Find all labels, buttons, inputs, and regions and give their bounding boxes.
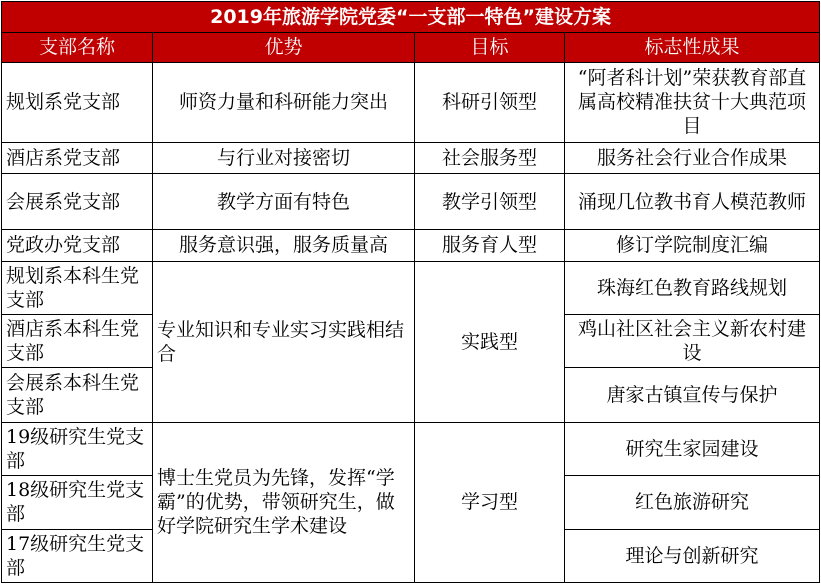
table-row xyxy=(2,142,820,174)
achievement-cell: “阿者科计划”荣获教育部直属高校精准扶贫十大典范项目 xyxy=(565,62,820,142)
goal-cell: 社会服务型 xyxy=(415,142,565,174)
advantage-cell: 与行业对接密切 xyxy=(153,142,415,174)
construction-plan-table xyxy=(1,1,820,583)
branch-name: 18级研究生党支部 xyxy=(2,476,153,529)
header-row xyxy=(2,32,820,62)
table-row xyxy=(2,229,820,261)
title-row xyxy=(2,2,820,33)
branch-name: 酒店系党支部 xyxy=(2,142,153,174)
branch-name: 19级研究生党支部 xyxy=(2,422,153,475)
table-row xyxy=(2,422,820,475)
advantage-cell: 教学方面有特色 xyxy=(153,174,415,229)
branch-name: 规划系本科生党支部 xyxy=(2,261,153,314)
header-branch: 支部名称 xyxy=(2,32,153,62)
advantage-cell: 专业知识和专业实习实践相结合 xyxy=(153,261,415,422)
header-achievement: 标志性成果 xyxy=(565,32,820,62)
table-title: 2019年旅游学院党委“一支部一特色”建设方案 xyxy=(2,2,820,33)
table-row xyxy=(2,62,820,142)
advantage-cell: 服务意识强，服务质量高 xyxy=(153,229,415,261)
goal-cell: 学习型 xyxy=(415,422,565,582)
achievement-cell: 鸡山社区社会主义新农村建设 xyxy=(565,315,820,368)
branch-name: 会展系本科生党支部 xyxy=(2,368,153,422)
achievement-cell: 理论与创新研究 xyxy=(565,529,820,582)
achievement-cell: 唐家古镇宣传与保护 xyxy=(565,368,820,422)
achievement-cell: 修订学院制度汇编 xyxy=(565,229,820,261)
advantage-cell: 博士生党员为先锋，发挥“学霸”的优势，带领研究生，做好学院研究生学术建设 xyxy=(153,422,415,582)
header-goal: 目标 xyxy=(415,32,565,62)
achievement-cell: 珠海红色教育路线规划 xyxy=(565,261,820,314)
branch-name: 党政办党支部 xyxy=(2,229,153,261)
achievement-cell: 研究生家园建设 xyxy=(565,422,820,475)
goal-cell: 教学引领型 xyxy=(415,174,565,229)
achievement-cell: 红色旅游研究 xyxy=(565,476,820,529)
table-row xyxy=(2,261,820,314)
branch-name: 规划系党支部 xyxy=(2,62,153,142)
header-advantage: 优势 xyxy=(153,32,415,62)
advantage-cell: 师资力量和科研能力突出 xyxy=(153,62,415,142)
goal-cell: 服务育人型 xyxy=(415,229,565,261)
branch-name: 17级研究生党支部 xyxy=(2,529,153,582)
branch-name: 酒店系本科生党支部 xyxy=(2,315,153,368)
goal-cell: 实践型 xyxy=(415,261,565,422)
table-row xyxy=(2,174,820,229)
goal-cell: 科研引领型 xyxy=(415,62,565,142)
branch-name: 会展系党支部 xyxy=(2,174,153,229)
achievement-cell: 涌现几位教书育人模范教师 xyxy=(565,174,820,229)
achievement-cell: 服务社会行业合作成果 xyxy=(565,142,820,174)
